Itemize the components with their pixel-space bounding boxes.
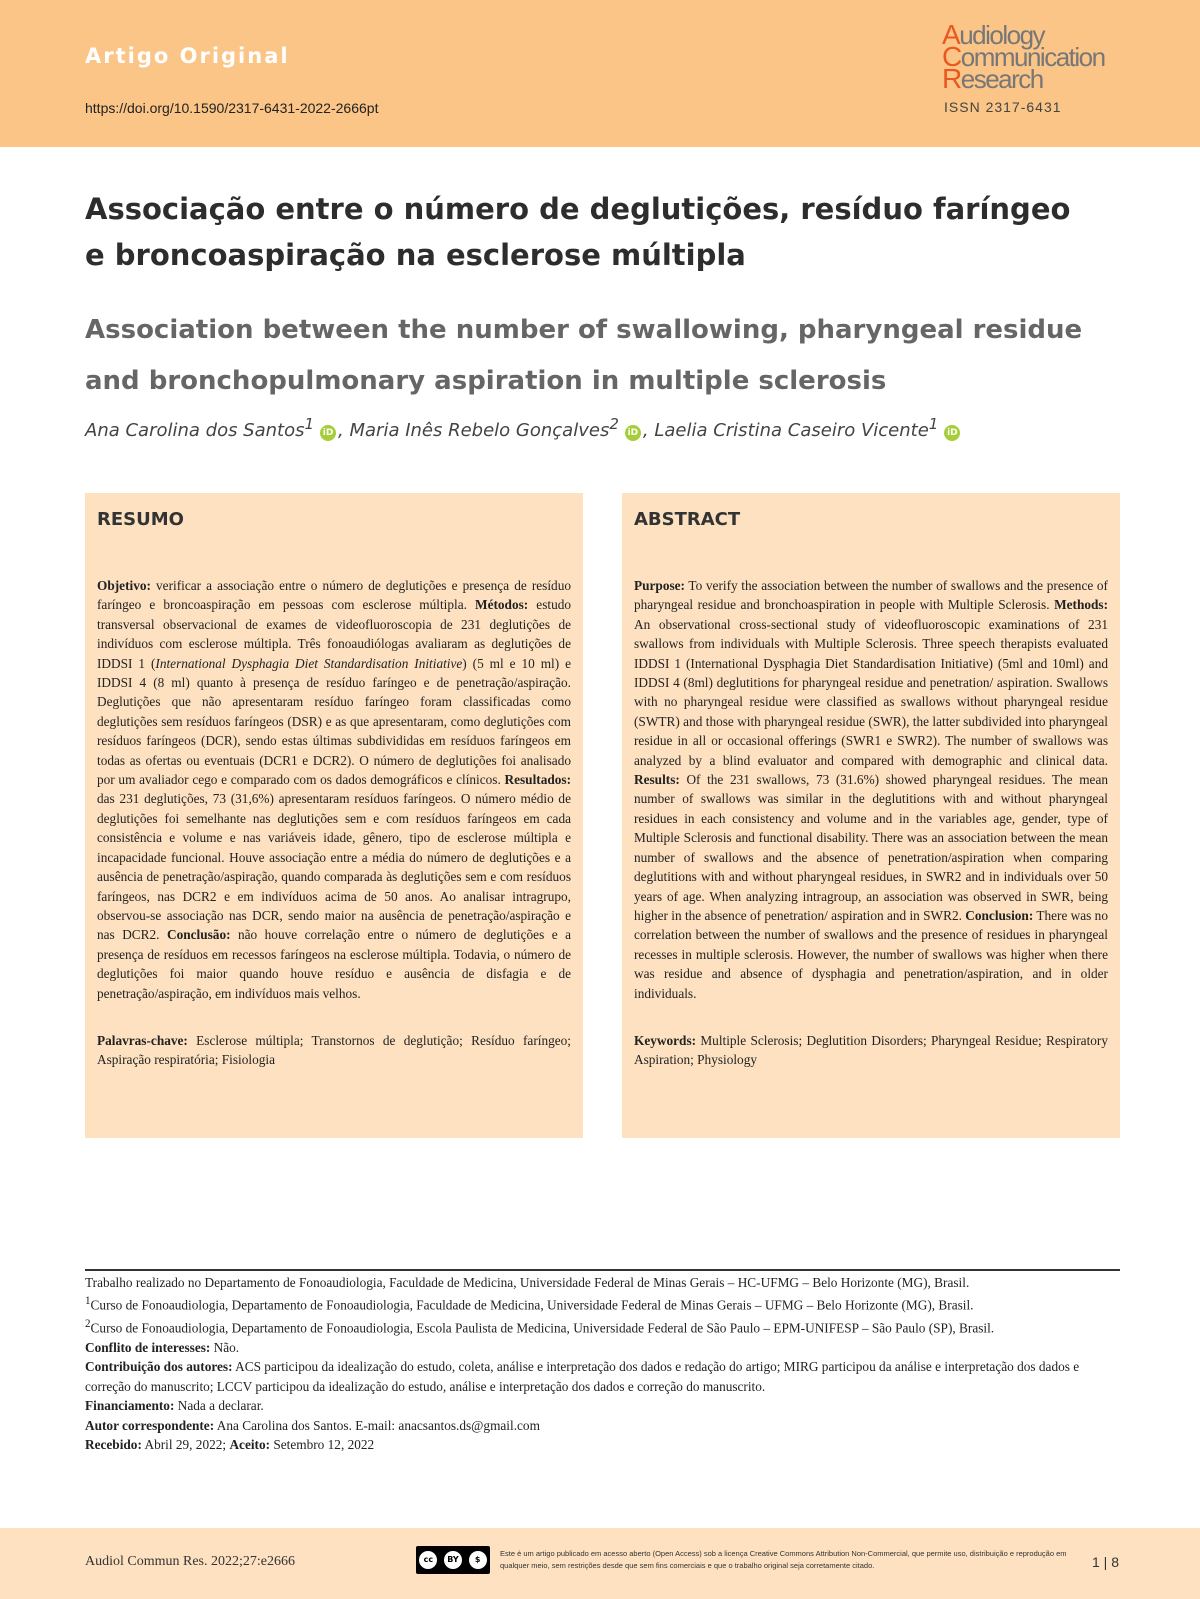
resumo-text: Objetivo: verificar a associação entre o número de deglutições e presença de resíduo faríngeo e broncoaspiração em pessoas com esclerose múltipla. Métodos: estudo transversal observacional de exames de videofluoroscopia de 231 deglutições de indivíduos com esclerose múltipla. Três fonoaudiólogas avaliaram as deglutições de IDDSI 1 (International Dysphagia Diet Standardisation Initiative) (5 ml e 10 ml) e IDDSI 4 (8 ml) quanto à presença de resíduo faríngeo e de penetração/aspiração. Deglutições que não apresentaram resíduo faríngeo foram classificadas como deglutições sem resíduos faríngeos (DSR) e as que apresentaram, como deglutições com resíduos faríngeos (DCR), sendo estas últimas subdivididas em resíduos faríngeos em todas as ofertas ou eventuais (DCR1 e DCR2). O número de deglutições foi analisado por um avaliador cego e comparado com os dados demográficos e clínicos. Resultados: das 231 deglutições, 73 (31,6%) apresentaram resíduos faríngeos. O número médio de deglutições foi semelhante nas deglutições sem e com resíduos faríngeos em cada consistência e volume e nas variáveis idade, gênero, tipo de esclerose múltipla e incapacidade funcional. Houve associação entre a média do número de deglutições e a ausência de penetração/aspiração, quando comparada às deglutições sem e com resíduos faríngeos, nas DCR2 e em indivíduos acima de 50 anos. Ao analisar intragrupo, observou-se associação nas DCR, sendo maior na ausência de penetração/aspiração e nas DCR2. Conclusão: não houve correlação entre o número de deglutições e a presença de resíduos em recessos faríngeos na esclerose múltipla. Todavia, o número de deglutições foi maior quando houve resíduo e ausência de disfagia e de penetração/aspiração, em indivíduos mais velhos. <box>97 578 572 1001</box>
corresponding-author: Autor correspondente: Ana Carolina dos Santos. E-mail: anacsantos.ds@gmail.com <box>85 1417 540 1433</box>
affiliation-2: $^2$Curso de Fonoaudiologia, Departamento de Fonoaudiologia, Escola Paulista de Medicina, Universidade Federal de São Paulo – EPM-UNIFESP – São Paulo (SP), Brasil. <box>85 1318 995 1336</box>
footnote-divider <box>85 1269 1120 1271</box>
title-english: Association between the number of swallowing, pharyngeal residue and bronchopulmonary aspiration in multiple sclerosis <box>85 315 1083 396</box>
resumo-box <box>85 493 583 1138</box>
work-location: Trabalho realizado no Departamento de Fonoaudiologia, Faculdade de Medicina, Universidade Federal de Minas Gerais – HC-UFMG – Belo Horizonte (MG), Brasil. <box>85 1275 970 1290</box>
journal-logo: Audiology Communication Research <box>942 19 1105 94</box>
conflict-of-interest: Conflito de interesses: Não. <box>85 1340 240 1356</box>
page-number: 1 | 8 <box>1092 1554 1119 1570</box>
journal-header <box>0 0 1200 147</box>
resumo-keywords: Palavras-chave: Esclerose múltipla; Transtornos de deglutição; Resíduo faríngeo; Aspiração respiratória; Fisiologia <box>97 1032 571 1068</box>
abstract-box <box>622 493 1120 1138</box>
doi-link[interactable]: https://doi.org/10.1590/2317-6431-2022-2666pt <box>85 100 379 116</box>
orcid-icon[interactable]: iD <box>944 425 960 441</box>
author-name: Ana Carolina dos Santos <box>85 420 305 441</box>
author-name: Laelia Cristina Caseiro Vicente <box>654 420 929 441</box>
affiliations-notes <box>85 1273 1120 1455</box>
by-icon: BY <box>444 1551 462 1569</box>
author-name: Maria Inês Rebelo Gonçalves <box>349 420 610 441</box>
nc-icon: $ <box>469 1551 487 1569</box>
abstract-heading: ABSTRACT <box>634 509 741 530</box>
abstract-keywords: Keywords: Multiple Sclerosis; Deglutition Disorders; Pharyngeal Residue; Respiratory Aspiration; Physiology <box>634 1032 1109 1068</box>
title-portuguese: Associação entre o número de deglutições, resíduo faríngeo e broncoaspiração na esclerose múltipla <box>85 192 1071 272</box>
author-list: Ana Carolina dos Santos$^1$ iD , Maria Inês Rebelo Gonçalves$^2$ iD , Laelia Cristina Caseiro Vicente$^1$ iD <box>85 415 1125 441</box>
citation: Audiol Commun Res. 2022;27:e2666 <box>85 1554 295 1569</box>
funding: Financiamento: Nada a declarar. <box>85 1398 264 1414</box>
abstract-text: Purpose: To verify the association between the number of swallows and the presence of pharyngeal residue and bronchoaspiration in people with Multiple Sclerosis. Methods: An observational cross-sectional study of videofluoroscopic examinations of 231 swallows from individuals with Multiple Sclerosis. Three speech therapists evaluated IDDSI 1 (International Dysphagia Diet Standardisation Initiative) (5ml and 10ml) and IDDSI 4 (8ml) deglutitions for pharyngeal residue and penetration/ aspiration. Swallows with no pharyngeal residue were classified as swallows without pharyngeal residue (SWTR) and those with pharyngeal residue (SWR), the latter subdivided into pharyngeal residue in all or occasional offerings (SWR1 e SWR2). The number of swallows was analyzed by a blind evaluator and compared with demographic and clinical data. Results: Of the 231 swallows, 73 (31.6%) showed pharyngeal residues. The mean number of swallows was similar in the deglutitions with and without pharyngeal residues in each consistency and volume and in the variables age, gender, type of Multiple Sclerosis and functional disability. There was an association between the mean number of swallows and the absence of penetration/aspiration when comparing deglutitions with and without pharyngeal residues, in SWR2 and in individuals over 50 years of age. When analyzing intragroup, an association was observed in SWR, being higher in the absence of penetration/ aspiration and in SWR2. Conclusion: There was no correlation between the number of swallows and the presence of residues in pharyngeal recesses in multiple sclerosis. However, the number of swallows was higher when there was residue and absence of dysphagia and penetration/aspiration, and in older individuals. <box>634 578 1109 1001</box>
author-contributions: Contribuição dos autores: ACS participou da idealização do estudo, coleta, análise e interpretação dos dados e redação do artigo; MIRG participou da análise e interpretação dos dados e correção do manuscrito; LCCV participou da idealização do estudo, análise e interpretação dos dados e correção do manuscrito. <box>85 1359 1080 1394</box>
issn: ISSN 2317-6431 <box>944 99 1062 115</box>
page-footer <box>0 1528 1200 1599</box>
resumo-heading: RESUMO <box>97 509 184 530</box>
dates: Recebido: Abril 29, 2022; Aceito: Setembro 12, 2022 <box>85 1437 375 1453</box>
license-text: Este é um artigo publicado em acesso aberto (Open Access) sob a licença Creative Commons Attribution Non-Commercial, que permite uso, distribuição e reprodução em qualquer meio, sem restrições desde que sem fins comerciais e que o trabalho original seja corretamente citado. <box>500 1549 1067 1570</box>
affiliation-1: $^1$Curso de Fonoaudiologia, Departamento de Fonoaudiologia, Faculdade de Medicina, Universidade Federal de Minas Gerais – UFMG – Belo Horizonte (MG), Brasil. <box>85 1295 974 1313</box>
orcid-icon[interactable]: iD <box>625 425 641 441</box>
cc-icon: cc <box>419 1551 437 1569</box>
cc-license-badge[interactable] <box>416 1546 490 1574</box>
orcid-icon[interactable]: iD <box>320 425 336 441</box>
article-type-label: Artigo Original <box>85 44 290 68</box>
